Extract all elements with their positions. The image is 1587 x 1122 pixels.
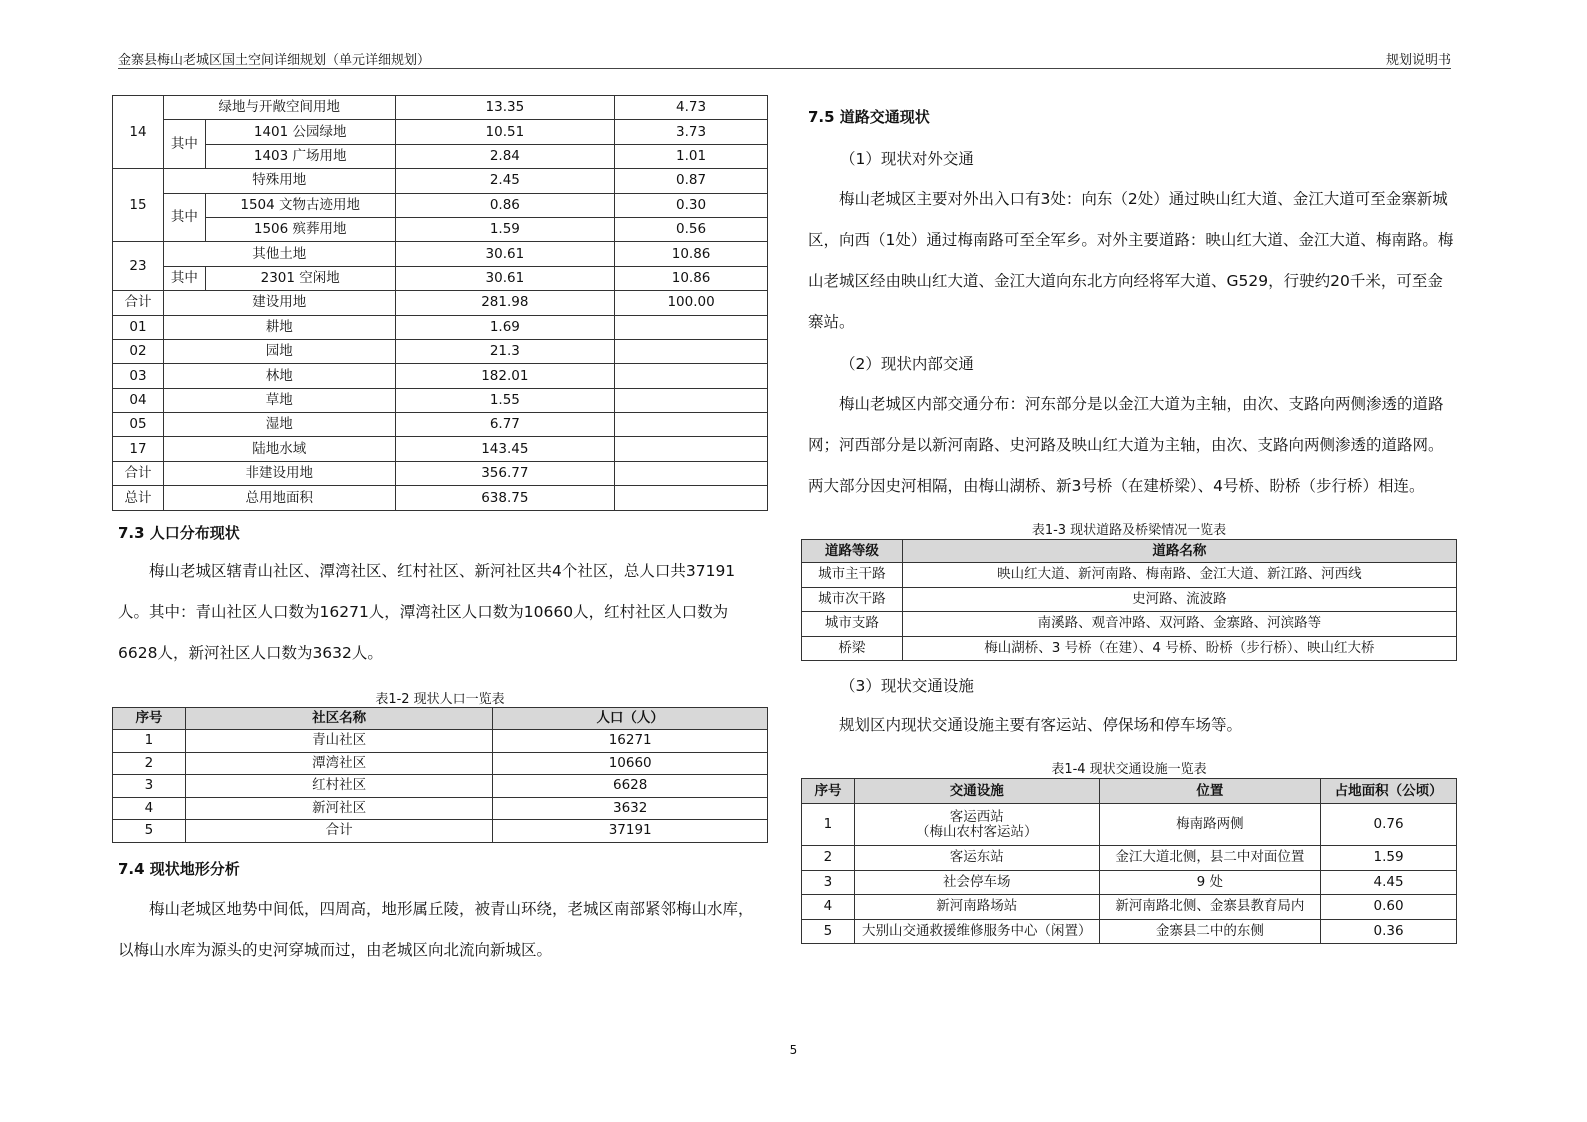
landuse-code: 14: [113, 96, 164, 169]
table-row: [113, 291, 768, 315]
facility-number: 2: [802, 846, 855, 871]
road-cell: 史河路、流波路: [902, 587, 1456, 612]
landuse-percent: [615, 486, 768, 510]
landuse-sub-area: 10.51: [395, 120, 615, 144]
landuse-percent: [615, 437, 768, 461]
table-row: [113, 486, 768, 510]
landuse-area: 281.98: [395, 291, 615, 315]
table-row: [113, 169, 768, 193]
table-row: [113, 217, 768, 241]
landuse-percent: [615, 461, 768, 485]
table-row: [113, 797, 768, 820]
facility-name-line: 大别山交通救援维修服务中心（闲置）: [861, 922, 1092, 939]
facility-name: [854, 895, 1099, 920]
table-1-3-caption: 表1-3 现状道路及桥梁情况一览表: [1031, 523, 1227, 538]
landuse-percent: [615, 339, 768, 363]
subsection-3-title: （3）现状交通设施: [840, 677, 974, 695]
facility-name-line: 客运西站: [949, 808, 1004, 825]
population-header: 社区名称: [185, 708, 492, 730]
landuse-sub-label: 其中: [163, 193, 205, 242]
landuse-area: 13.35: [395, 96, 615, 120]
landuse-area: 21.3: [395, 339, 615, 363]
landuse-area: 2.45: [395, 169, 615, 193]
landuse-sub-label: 其中: [163, 266, 205, 290]
population-cell: 4: [113, 797, 186, 820]
facility-name-line: （梅山农村客运站）: [915, 823, 1038, 840]
population-cell: 3: [113, 775, 186, 798]
landuse-name: 草地: [163, 388, 395, 412]
landuse-table: [112, 95, 768, 511]
subsection-1-title: （1）现状对外交通: [840, 150, 974, 168]
table-row: [113, 242, 768, 266]
population-cell: 1: [113, 730, 186, 753]
landuse-sub-label: 其中: [163, 120, 205, 169]
landuse-sub-percent: 3.73: [615, 120, 768, 144]
table-row: [113, 730, 768, 753]
landuse-sub-name: 2301 空闲地: [205, 266, 395, 290]
landuse-code: 23: [113, 242, 164, 291]
facility-number: 4: [802, 895, 855, 920]
population-cell: 合计: [185, 820, 492, 843]
facility-header: 位置: [1099, 779, 1321, 804]
landuse-percent: [615, 315, 768, 339]
landuse-sub-percent: 10.86: [615, 266, 768, 290]
table-row: [802, 612, 1457, 637]
facility-area: 0.36: [1321, 919, 1457, 944]
section-7-3-paragraph: 梅山老城区辖青山社区、潭湾社区、红村社区、新河社区共4个社区，总人口共37191人。其中：青山社区人口数为16271人，潭湾社区人口数为10660人，红村社区人口数为6628人，新河社区人口数为3632人。: [118, 562, 736, 662]
landuse-code: 合计: [113, 461, 164, 485]
section-7-4-title: 7.4 现状地形分析: [118, 860, 240, 878]
subsection-2-title: （2）现状内部交通: [840, 355, 974, 373]
population-cell: 青山社区: [185, 730, 492, 753]
landuse-area: 6.77: [395, 413, 615, 437]
table-row: [802, 895, 1457, 920]
table-row: [802, 919, 1457, 944]
table-row: [113, 266, 768, 290]
road-header: 道路名称: [902, 540, 1456, 563]
section-7-5-title: 7.5 道路交通现状: [808, 108, 930, 126]
page-header-right: 规划说明书: [1385, 53, 1451, 68]
landuse-sub-area: 2.84: [395, 144, 615, 168]
table-row: [802, 636, 1457, 661]
landuse-code: 17: [113, 437, 164, 461]
population-cell: 6628: [493, 775, 768, 798]
landuse-area: 638.75: [395, 486, 615, 510]
landuse-sub-name: 1403 广场用地: [205, 144, 395, 168]
landuse-sub-area: 30.61: [395, 266, 615, 290]
section-7-4-paragraph: 梅山老城区地势中间低，四周高，地形属丘陵，被青山环绕，老城区南部紧邻梅山水库，以梅山水库为源头的史河穿城而过，由老城区向北流向新城区。: [118, 900, 754, 959]
facility-location: 金寨县二中的东侧: [1099, 919, 1321, 944]
facility-name: [854, 846, 1099, 871]
population-cell: 新河社区: [185, 797, 492, 820]
road-cell: 城市支路: [802, 612, 903, 637]
road-cell: 城市主干路: [802, 563, 903, 588]
population-header: 人口（人）: [493, 708, 768, 730]
landuse-area: 30.61: [395, 242, 615, 266]
table-row: [802, 587, 1457, 612]
road-header: 道路等级: [802, 540, 903, 563]
landuse-sub-area: 0.86: [395, 193, 615, 217]
population-cell: 3632: [493, 797, 768, 820]
facility-name-line: 社会停车场: [942, 873, 1011, 890]
facility-name-line: 客运东站: [949, 849, 1004, 866]
landuse-name: 林地: [163, 364, 395, 388]
facility-header: 占地面积（公顷）: [1321, 779, 1457, 804]
landuse-name: 其他土地: [163, 242, 395, 266]
landuse-code: 05: [113, 413, 164, 437]
landuse-name: 园地: [163, 339, 395, 363]
facility-name-line: 新河南路场站: [936, 898, 1018, 915]
landuse-name: 建设用地: [163, 291, 395, 315]
road-cell: 南溪路、观音冲路、双河路、金寨路、河滨路等: [902, 612, 1456, 637]
facility-header: 序号: [802, 779, 855, 804]
landuse-percent: 100.00: [615, 291, 768, 315]
facility-location: 梅南路两侧: [1099, 804, 1321, 846]
road-cell: 桥梁: [802, 636, 903, 661]
table-1-4-caption: 表1-4 现状交通设施一览表: [1051, 762, 1207, 777]
landuse-code: 03: [113, 364, 164, 388]
table-row: [113, 364, 768, 388]
population-cell: 10660: [493, 752, 768, 775]
facility-number: 1: [802, 804, 855, 846]
landuse-code: 15: [113, 169, 164, 242]
landuse-sub-area: 1.59: [395, 217, 615, 241]
landuse-percent: 10.86: [615, 242, 768, 266]
page-header-left: 金寨县梅山老城区国土空间详细规划（单元详细规划）: [118, 53, 431, 68]
table-row: [113, 144, 768, 168]
facility-area: 4.45: [1321, 870, 1457, 895]
table-1-2-caption: 表1-2 现状人口一览表: [375, 692, 505, 707]
population-cell: 潭湾社区: [185, 752, 492, 775]
landuse-name: 非建设用地: [163, 461, 395, 485]
landuse-sub-name: 1401 公园绿地: [205, 120, 395, 144]
facility-area: 0.76: [1321, 804, 1457, 846]
table-row: [113, 315, 768, 339]
table-row: [113, 413, 768, 437]
population-cell: 37191: [493, 820, 768, 843]
population-cell: 16271: [493, 730, 768, 753]
table-row: [113, 437, 768, 461]
section-7-3-title: 7.3 人口分布现状: [118, 524, 240, 542]
landuse-area: 143.45: [395, 437, 615, 461]
facility-location: 新河南路北侧、金寨县教育局内: [1099, 895, 1321, 920]
facility-location: 9 处: [1099, 870, 1321, 895]
landuse-percent: [615, 364, 768, 388]
page-number: 5: [789, 1043, 798, 1057]
landuse-sub-name: 1506 殡葬用地: [205, 217, 395, 241]
landuse-percent: [615, 388, 768, 412]
landuse-name: 耕地: [163, 315, 395, 339]
facility-number: 3: [802, 870, 855, 895]
landuse-percent: 4.73: [615, 96, 768, 120]
subsection-1-paragraph: 梅山老城区主要对外出入口有3处：向东（2处）通过映山红大道、金江大道可至金寨新城区，向西（1处）通过梅南路可至全军乡。对外主要道路：映山红大道、金江大道、梅南路。梅山老城区经由映山红大道、金江大道向东北方向经将军大道、G529，行驶约20千米，可至金寨站。: [808, 190, 1454, 331]
population-cell: 红村社区: [185, 775, 492, 798]
landuse-percent: 0.87: [615, 169, 768, 193]
header-divider: [118, 68, 1451, 69]
population-table: [112, 707, 768, 843]
road-cell: 城市次干路: [802, 587, 903, 612]
table-row: [113, 339, 768, 363]
landuse-name: 绿地与开敞空间用地: [163, 96, 395, 120]
table-row: [802, 563, 1457, 588]
subsection-2-paragraph: 梅山老城区内部交通分布：河东部分是以金江大道为主轴，由次、支路向两侧渗透的道路网；河西部分是以新河南路、史河路及映山红大道为主轴，由次、支路向两侧渗透的道路网。两大部分因史河相隔，由梅山湖桥、新3号桥（在建桥梁）、4号桥、盼桥（步行桥）相连。: [808, 395, 1444, 495]
facility-number: 5: [802, 919, 855, 944]
table-row: [113, 775, 768, 798]
landuse-name: 陆地水域: [163, 437, 395, 461]
landuse-sub-percent: 0.56: [615, 217, 768, 241]
facility-name: [854, 804, 1099, 846]
landuse-area: 356.77: [395, 461, 615, 485]
facility-location: 金江大道北侧，县二中对面位置: [1099, 846, 1321, 871]
landuse-code: 合计: [113, 291, 164, 315]
landuse-code: 总计: [113, 486, 164, 510]
landuse-sub-name: 1504 文物古迹用地: [205, 193, 395, 217]
facility-table: [801, 778, 1457, 944]
landuse-name: 特殊用地: [163, 169, 395, 193]
population-cell: 2: [113, 752, 186, 775]
table-row: [802, 846, 1457, 871]
landuse-code: 02: [113, 339, 164, 363]
landuse-percent: [615, 413, 768, 437]
table-row: [113, 388, 768, 412]
table-row: [113, 193, 768, 217]
road-table: [801, 539, 1457, 661]
landuse-area: 1.69: [395, 315, 615, 339]
subsection-3-paragraph: 规划区内现状交通设施主要有客运站、停保场和停车场等。: [839, 716, 1243, 734]
facility-name: [854, 870, 1099, 895]
population-header: 序号: [113, 708, 186, 730]
landuse-sub-percent: 1.01: [615, 144, 768, 168]
table-row: [802, 804, 1457, 846]
population-cell: 5: [113, 820, 186, 843]
road-cell: 映山红大道、新河南路、梅南路、金江大道、新江路、河西线: [902, 563, 1456, 588]
facility-area: 0.60: [1321, 895, 1457, 920]
landuse-code: 01: [113, 315, 164, 339]
landuse-code: 04: [113, 388, 164, 412]
table-row: [802, 870, 1457, 895]
road-cell: 梅山湖桥、3 号桥（在建）、4 号桥、盼桥（步行桥）、映山红大桥: [902, 636, 1456, 661]
facility-area: 1.59: [1321, 846, 1457, 871]
landuse-name: 总用地面积: [163, 486, 395, 510]
table-row: [113, 820, 768, 843]
table-row: [113, 120, 768, 144]
facility-header: 交通设施: [854, 779, 1099, 804]
table-row: [113, 752, 768, 775]
table-row: [113, 96, 768, 120]
table-row: [113, 461, 768, 485]
landuse-name: 湿地: [163, 413, 395, 437]
landuse-area: 182.01: [395, 364, 615, 388]
landuse-sub-percent: 0.30: [615, 193, 768, 217]
facility-name: [854, 919, 1099, 944]
landuse-area: 1.55: [395, 388, 615, 412]
